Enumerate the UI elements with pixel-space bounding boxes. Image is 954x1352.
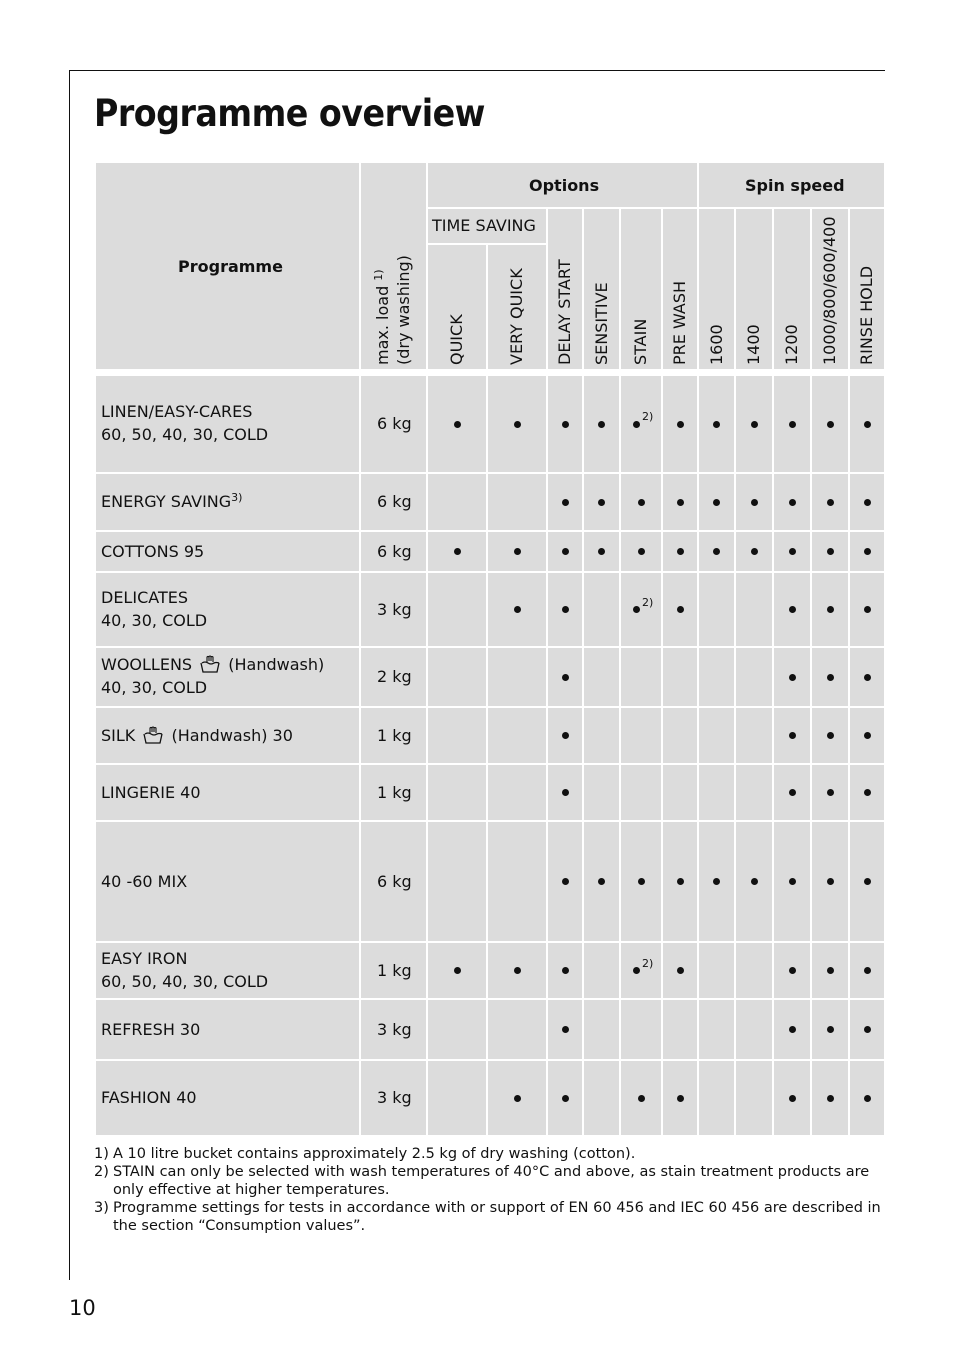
header-time-saving-label: TIME SAVING xyxy=(432,216,536,235)
option-available-dot xyxy=(864,606,871,613)
table-cell xyxy=(621,708,661,763)
table-cell xyxy=(621,943,661,998)
option-available-dot xyxy=(789,732,796,739)
table-cell xyxy=(621,376,661,472)
option-available-dot xyxy=(827,967,834,974)
programme-title xyxy=(101,781,201,804)
option-available-dot xyxy=(751,499,758,506)
footnote-number: 3) xyxy=(94,1200,109,1216)
option-available-dot xyxy=(864,421,871,428)
option-available-dot xyxy=(713,499,720,506)
table-cell xyxy=(584,943,619,998)
header-column-label: SENSITIVE xyxy=(591,282,611,365)
option-available-dot xyxy=(562,548,569,555)
page-title: Programme overview xyxy=(94,92,485,135)
header-max-load-label xyxy=(373,255,413,365)
table-cell xyxy=(663,648,697,706)
table-cell xyxy=(736,573,772,646)
programme-name xyxy=(101,653,324,699)
max-load-value: 3 kg xyxy=(377,1019,412,1039)
max-load-value: 1 kg xyxy=(377,782,412,802)
table-cell xyxy=(699,648,734,706)
footnote-number: 2) xyxy=(94,1164,109,1180)
programme-title xyxy=(101,947,268,970)
programme-name xyxy=(101,947,268,993)
option-available-dot xyxy=(713,548,720,555)
option-available-dot xyxy=(677,1095,684,1102)
table-cell xyxy=(736,708,772,763)
programme-label: REFRESH 30 xyxy=(101,1019,201,1039)
stain-footnote-ref: 2) xyxy=(642,595,654,609)
table-cell xyxy=(584,1061,619,1135)
programme-name xyxy=(101,490,242,515)
programme-title xyxy=(101,400,268,423)
option-available-dot xyxy=(562,674,569,681)
option-available-dot xyxy=(827,878,834,885)
option-available-dot xyxy=(638,499,645,506)
programme-title xyxy=(101,1018,200,1041)
programme-title xyxy=(101,653,324,676)
programme-label: SILK xyxy=(101,725,136,745)
option-available-dot xyxy=(751,878,758,885)
handwash-basin-icon xyxy=(143,726,163,744)
option-available-dot xyxy=(677,548,684,555)
handwash-basin-icon xyxy=(200,655,220,673)
option-available-dot xyxy=(677,499,684,506)
programme-label: COTTONS 95 xyxy=(101,541,205,561)
table-cell xyxy=(488,1000,546,1059)
option-available-dot xyxy=(789,1095,796,1102)
header-column-label: QUICK xyxy=(447,314,466,365)
programme-title xyxy=(101,724,293,747)
table-cell xyxy=(428,822,486,941)
option-available-dot xyxy=(864,732,871,739)
header-column-label: PRE WASH xyxy=(670,280,689,365)
header-column-label: 1400 xyxy=(744,324,763,365)
option-available-dot xyxy=(827,606,834,613)
option-available-dot xyxy=(789,606,796,613)
programme-title xyxy=(101,490,242,515)
header-column-label: RINSE HOLD xyxy=(857,265,876,365)
option-available-dot xyxy=(562,789,569,796)
header-column-label: 1600 xyxy=(706,324,726,365)
programme-name xyxy=(101,400,268,446)
option-available-dot xyxy=(633,421,640,428)
option-available-dot xyxy=(827,1095,834,1102)
option-available-dot xyxy=(514,548,521,555)
option-available-dot xyxy=(454,548,461,555)
table-cell xyxy=(699,708,734,763)
table-cell xyxy=(428,474,486,530)
programme-label: LINEN/EASY-CARES xyxy=(101,402,253,421)
option-available-dot xyxy=(827,732,834,739)
table-cell xyxy=(428,1061,486,1135)
header-programme-label: Programme xyxy=(178,257,283,276)
option-available-dot xyxy=(789,499,796,506)
table-cell xyxy=(488,765,546,820)
footnote-2 xyxy=(94,1163,886,1199)
programme-name xyxy=(101,540,204,563)
option-available-dot xyxy=(827,499,834,506)
table-cell xyxy=(621,765,661,820)
table-cell xyxy=(584,573,619,646)
programme-temperatures: 40, 30, COLD xyxy=(101,678,208,697)
option-available-dot xyxy=(864,548,871,555)
programme-label: LINGERIE 40 xyxy=(101,782,201,802)
footnote-text: A 10 litre bucket contains approximately 2.5 kg of dry washing (cotton). xyxy=(113,1146,636,1162)
table-cell xyxy=(488,708,546,763)
table-cell xyxy=(584,648,619,706)
option-available-dot xyxy=(864,967,871,974)
header-options-label: Options xyxy=(529,176,600,195)
page-number: 10 xyxy=(69,1296,96,1320)
table-cell xyxy=(584,1000,619,1059)
option-available-dot xyxy=(598,878,605,885)
option-available-dot xyxy=(638,878,645,885)
table-cell xyxy=(736,765,772,820)
option-available-dot xyxy=(827,1026,834,1033)
option-available-dot xyxy=(789,674,796,681)
header-column-label: STAIN xyxy=(631,318,650,365)
programme-label-suffix: (Handwash) 30 xyxy=(166,725,293,745)
table-cell xyxy=(488,822,546,941)
table-cell xyxy=(428,573,486,646)
max-load-value: 1 kg xyxy=(377,725,412,745)
table-cell xyxy=(736,648,772,706)
programme-name xyxy=(101,1018,200,1041)
option-available-dot xyxy=(827,548,834,555)
option-available-dot xyxy=(562,1095,569,1102)
max-load-line: (dry washing) xyxy=(394,255,413,365)
programme-title xyxy=(101,586,207,609)
max-load-value: 6 kg xyxy=(377,414,412,433)
programme-name xyxy=(101,870,187,893)
table-cell xyxy=(699,1061,734,1135)
max-load-line: max. load xyxy=(373,280,392,365)
stain-footnote-ref: 2) xyxy=(642,956,654,970)
table-cell xyxy=(621,1000,661,1059)
programme-label: WOOLLENS xyxy=(101,655,193,674)
table-cell xyxy=(584,765,619,820)
header-column-label: 1000/800/600/400 xyxy=(820,216,839,365)
programme-title xyxy=(101,540,204,563)
option-available-dot xyxy=(827,789,834,796)
option-available-dot xyxy=(598,548,605,555)
programme-temperatures: 60, 50, 40, 30, COLD xyxy=(101,971,269,991)
option-available-dot xyxy=(677,606,684,613)
option-available-dot xyxy=(562,878,569,885)
option-available-dot xyxy=(864,789,871,796)
footnote-text: STAIN can only be selected with wash temperatures of 40°C and above, as stain treatment products are only effective at higher temperatures. xyxy=(113,1164,870,1198)
option-available-dot xyxy=(827,674,834,681)
stain-footnote-ref: 2) xyxy=(642,410,654,423)
programme-name xyxy=(101,724,293,747)
option-available-dot xyxy=(677,421,684,428)
table-cell xyxy=(699,573,734,646)
footnote-ref: 3) xyxy=(231,491,243,504)
option-available-dot xyxy=(789,789,796,796)
option-available-dot xyxy=(864,499,871,506)
option-available-dot xyxy=(864,1095,871,1102)
header-column-label: VERY QUICK xyxy=(507,268,526,365)
option-available-dot xyxy=(789,548,796,555)
table-cell xyxy=(663,1000,697,1059)
option-available-dot xyxy=(562,606,569,613)
header-column-label: DELAY START xyxy=(555,259,574,365)
programme-name xyxy=(101,1086,197,1109)
option-available-dot xyxy=(514,967,521,974)
table-cell xyxy=(428,765,486,820)
option-available-dot xyxy=(713,878,720,885)
option-available-dot xyxy=(454,967,461,974)
option-available-dot xyxy=(864,674,871,681)
programme-temperatures: 40, 30, COLD xyxy=(101,610,208,630)
option-available-dot xyxy=(789,878,796,885)
header-column-label: 1200 xyxy=(782,324,801,365)
option-available-dot xyxy=(713,421,720,428)
option-available-dot xyxy=(638,548,645,555)
option-available-dot xyxy=(562,732,569,739)
programme-label: FASHION 40 xyxy=(101,1088,197,1107)
programme-title xyxy=(101,1086,197,1109)
table-cell xyxy=(621,573,661,646)
table-cell xyxy=(736,943,772,998)
max-load-value: 3 kg xyxy=(377,1088,412,1107)
option-available-dot xyxy=(633,967,640,974)
footnote-1 xyxy=(94,1145,886,1163)
programme-name xyxy=(101,586,207,632)
option-available-dot xyxy=(789,421,796,428)
max-load-value: 6 kg xyxy=(377,871,412,891)
footnote-ref: 1) xyxy=(372,269,385,281)
programme-label-suffix: (Handwash) xyxy=(223,655,325,674)
max-load-value: 3 kg xyxy=(377,599,412,619)
option-available-dot xyxy=(864,878,871,885)
programme-label: EASY IRON xyxy=(101,948,188,968)
table-cell xyxy=(584,708,619,763)
option-available-dot xyxy=(751,421,758,428)
table-cell xyxy=(699,765,734,820)
table-cell xyxy=(488,648,546,706)
programme-temperatures: 60, 50, 40, 30, COLD xyxy=(101,425,269,444)
table-cell xyxy=(663,765,697,820)
programme-label: 40 -60 MIX xyxy=(101,871,188,891)
table-cell xyxy=(428,648,486,706)
option-available-dot xyxy=(562,499,569,506)
option-available-dot xyxy=(677,878,684,885)
option-available-dot xyxy=(514,1095,521,1102)
option-available-dot xyxy=(562,421,569,428)
option-available-dot xyxy=(562,1026,569,1033)
max-load-value: 1 kg xyxy=(377,960,412,980)
option-available-dot xyxy=(514,421,521,428)
programme-label: DELICATES xyxy=(101,587,188,607)
option-available-dot xyxy=(864,1026,871,1033)
table-cell xyxy=(428,708,486,763)
table-cell xyxy=(699,1000,734,1059)
programme-label: ENERGY SAVING xyxy=(101,492,232,511)
max-load-value: 6 kg xyxy=(377,492,412,511)
option-available-dot xyxy=(751,548,758,555)
option-available-dot xyxy=(562,967,569,974)
option-available-dot xyxy=(514,606,521,613)
option-available-dot xyxy=(827,421,834,428)
footnote-3 xyxy=(94,1199,886,1235)
programme-title xyxy=(101,870,187,893)
table-cell xyxy=(428,1000,486,1059)
table-cell xyxy=(663,708,697,763)
max-load-value: 2 kg xyxy=(377,667,412,686)
option-available-dot xyxy=(789,967,796,974)
max-load-value: 6 kg xyxy=(377,541,412,561)
table-cell xyxy=(488,474,546,530)
option-available-dot xyxy=(454,421,461,428)
footnote-number: 1) xyxy=(94,1146,109,1162)
table-cell xyxy=(736,1000,772,1059)
footnotes xyxy=(94,1145,886,1235)
programme-name xyxy=(101,781,201,804)
table-cell xyxy=(699,943,734,998)
option-available-dot xyxy=(598,499,605,506)
option-available-dot xyxy=(677,967,684,974)
header-spin-speed-label: Spin speed xyxy=(745,176,845,195)
option-available-dot xyxy=(789,1026,796,1033)
option-available-dot xyxy=(638,1095,645,1102)
option-available-dot xyxy=(598,421,605,428)
table-cell xyxy=(736,1061,772,1135)
option-available-dot xyxy=(633,606,640,613)
table-cell xyxy=(621,648,661,706)
footnote-text: Programme settings for tests in accordance with or support of EN 60 456 and IEC 60 456 are described in the section “Consumption values”. xyxy=(113,1200,881,1234)
